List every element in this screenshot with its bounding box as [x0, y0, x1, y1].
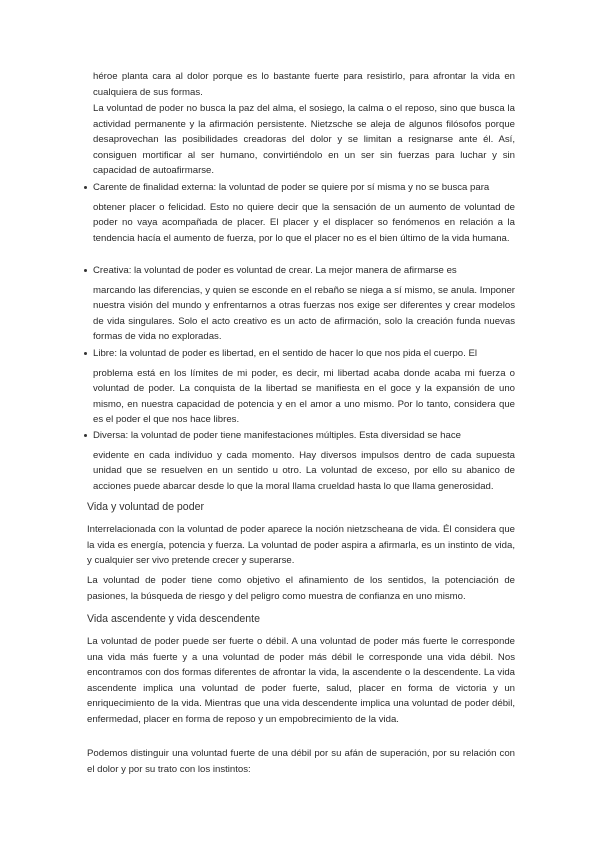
bullet-first-line: Carente de finalidad externa: la voluntad de poder se quiere por sí misma y no se busca para	[93, 182, 490, 193]
bullet-body: marcando las diferencias, y quien se esconde en el rebaño se niega a sí mismo, se anula. Imponer nuestra visión del mundo y enfrentarnos a otras fuerzas nos exige ser diferentes y crear modelos de vida singulares. Solo el acto creativo es un acto de afirmación, solo la creación funda nuevas formas de vida no exploradas.	[93, 284, 515, 342]
bullet-dot	[84, 186, 87, 189]
paragraph-vida-2: La voluntad de poder tiene como objetivo el afinamiento de los sentidos, la potenciación de pasiones, la búsqueda de riesgo y del peligro como muestra de confianza en uno mismo.	[87, 575, 515, 602]
bullet-body: problema está en los límites de mi poder, es decir, mi libertad acaba donde acaba mi fuerza o voluntad de poder. La conquista de la libertad se manifiesta en el goce y la expansión de uno mismo, en nuestra capacidad de potencia y en el amor a uno mismo. Por lo tanto, considera que es el poder el que nos hace libres.	[93, 367, 515, 425]
paragraph-vida-1: Interrelacionada con la voluntad de poder aparece la noción nietzscheana de vida. Él considera que la vida es energía, potencia y fuerza. La voluntad de poder aspira a afirmarla, es un instinto de vida, y cualquier ser vivo pretende crecer y superarse.	[87, 524, 515, 566]
section-heading-vida-ascendente: Vida ascendente y vida descendente	[87, 613, 260, 625]
bullet-body: evidente en cada individuo y cada momento. Hay diversos impulsos dentro de cada supuesta unidad que se resuelven en un sentido u otro. La voluntad de exceso, por ello su abanico de acciones puede abarcar desde lo que la moral llama crueldad hasta lo que llama generosidad.	[93, 449, 515, 492]
paragraph-ascendente-1: La voluntad de poder puede ser fuerte o débil. A una voluntad de poder más fuerte le corresponde una vida más fuerte y a una voluntad de poder más débil le corresponde una vida débil. Nos encontramos con dos formas diferentes de afrontar la vida, la ascendente o la descendente. La vida ascendente implica una voluntad de poder fuerte, salud, placer en forma de victoria y un enriquecimiento de la vida. Mientras que una vida descendente implica una voluntad de poder débil, enfermedad, placer en forma de reposo y un empobrecimiento de la vida.	[87, 636, 515, 725]
paragraph-will-to-power: La voluntad de poder no busca la paz del alma, el sosiego, la calma o el reposo, sino que busca la actividad permanente y la afirmación persistente. Nietzsche se aleja de algunos filósofos porque desaprovechan las posibilidades creadoras del dolor y se limitan a resignarse ante él. Así, consiguen mortificar al ser humano, convirtiéndolo en un ser sin fuerzas para luchar y sin capacidad de autoafirmarse.	[93, 103, 515, 176]
bullet-text	[93, 346, 515, 428]
bullet-text	[93, 180, 515, 246]
bullet-first-line: Diversa: la voluntad de poder tiene manifestaciones múltiples. Esta diversidad se hace	[93, 430, 461, 441]
bullet-first-line: Creativa: la voluntad de poder es voluntad de crear. La mejor manera de afirmarse es	[93, 265, 457, 276]
bullet-dot	[84, 269, 87, 272]
bullet-text	[93, 428, 515, 494]
section-heading-vida-voluntad: Vida y voluntad de poder	[87, 501, 205, 513]
bullet-text	[93, 263, 515, 345]
paragraph-ascendente-2: Podemos distinguir una voluntad fuerte de una débil por su afán de superación, por su relación con el dolor y por su trato con los instintos:	[87, 748, 515, 775]
bullet-dot	[84, 352, 87, 355]
paragraph-hero: héroe planta cara al dolor porque es lo bastante fuerte para resistirlo, para afrontar la vida en cualquiera de sus formas.	[93, 71, 515, 98]
bullet-first-line: Libre: la voluntad de poder es libertad, en el sentido de hacer lo que nos pida el cuerpo. El	[93, 348, 478, 359]
bullet-dot	[84, 434, 87, 437]
bullet-body: obtener placer o felicidad. Esto no quiere decir que la sensación de un aumento de voluntad de poder no vaya acompañada de placer. El placer y el displacer so fenómenos en relación a la tendencia hacía el aumento de fuerza, por lo que el placer no es el bien último de la vida humana.	[93, 201, 515, 244]
